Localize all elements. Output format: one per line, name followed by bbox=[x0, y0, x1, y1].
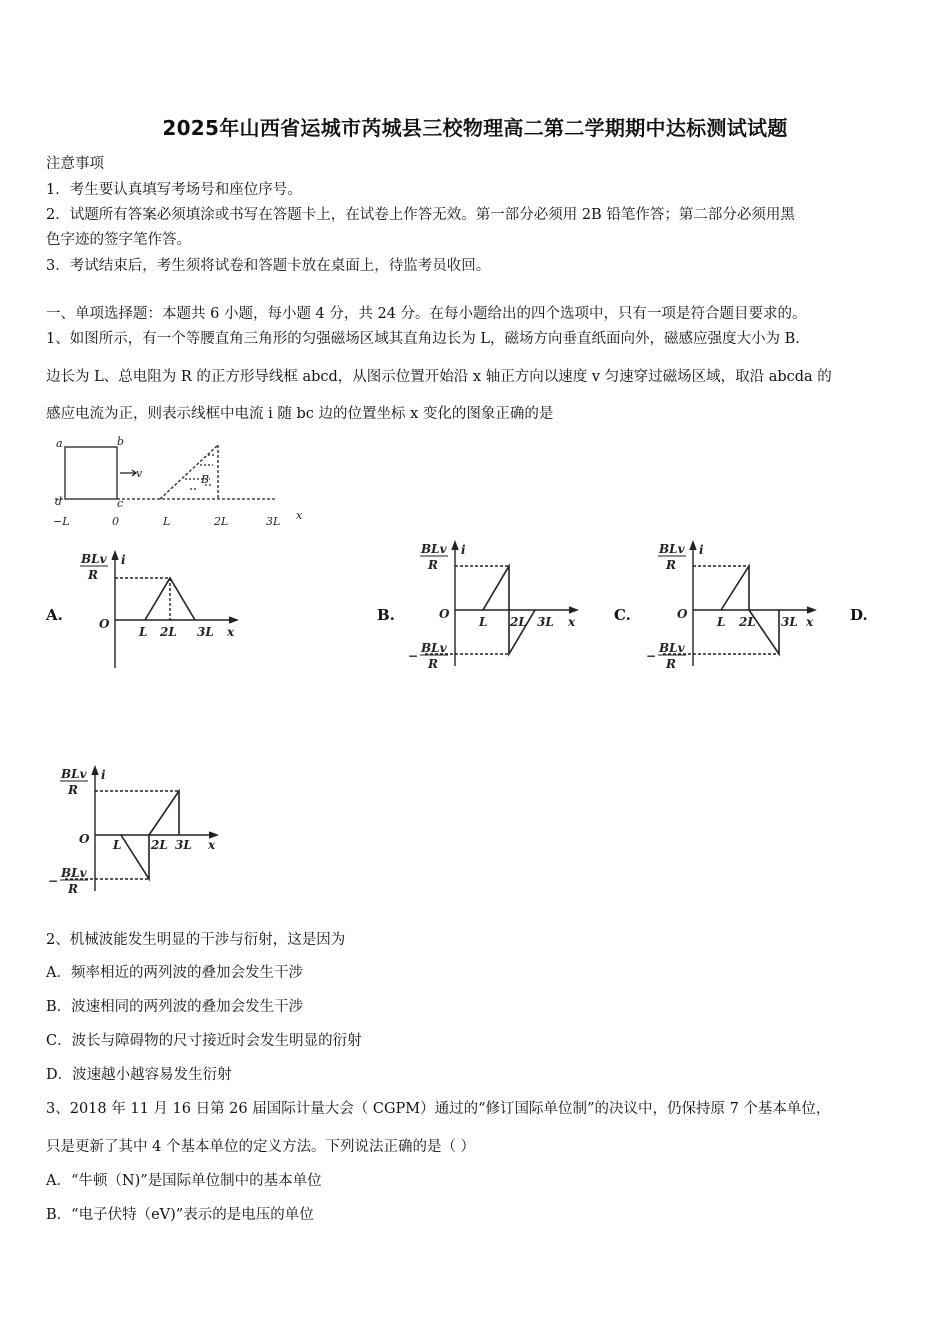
q3-stem-line-2: 只是更新了其中 4 个基本单位的定义方法。下列说法正确的是（ ） bbox=[46, 1139, 476, 1155]
svg-text:i: i bbox=[121, 553, 126, 567]
svg-text:R: R bbox=[428, 657, 438, 671]
svg-text:x: x bbox=[568, 615, 576, 629]
svg-text:3L: 3L bbox=[781, 615, 798, 629]
svg-text:2L: 2L bbox=[160, 625, 177, 639]
option-c-label[interactable]: C. bbox=[614, 606, 631, 624]
svg-text:O: O bbox=[99, 617, 110, 631]
svg-text:−: − bbox=[408, 649, 419, 663]
svg-text:BLv: BLv bbox=[61, 767, 87, 781]
svg-text:BLv: BLv bbox=[421, 542, 447, 556]
q2-option-c[interactable]: C．波长与障碍物的尺寸接近时会发生明显的衍射 bbox=[46, 1033, 362, 1049]
q3-option-b[interactable]: B．“电子伏特（eV)”表示的是电压的单位 bbox=[46, 1207, 314, 1223]
graph-option-c[interactable] bbox=[643, 538, 823, 678]
q1-stem-line-3: 感应电流为正，则表示线框中电流 i 随 bc 边的位置坐标 x 变化的图象正确的是 bbox=[46, 406, 554, 422]
field-hypotenuse bbox=[160, 445, 218, 499]
svg-text:L: L bbox=[717, 615, 726, 629]
q1-setup-figure bbox=[50, 435, 310, 530]
notice-heading: 注意事项 bbox=[46, 156, 104, 172]
tick-3L: 3L bbox=[266, 515, 281, 528]
svg-text:−: − bbox=[48, 874, 59, 888]
tick-neg-L: −L bbox=[53, 515, 70, 528]
svg-text:R: R bbox=[88, 568, 98, 582]
svg-text:BLv: BLv bbox=[61, 866, 87, 880]
svg-text:x: x bbox=[227, 625, 235, 639]
label-d: d bbox=[55, 495, 63, 508]
svg-text:i: i bbox=[101, 768, 106, 782]
notice-item-3: 3．考试结束后，考生须将试卷和答题卡放在桌面上，待监考员收回。 bbox=[46, 258, 491, 274]
svg-text:L: L bbox=[139, 625, 148, 639]
svg-text:2L: 2L bbox=[739, 615, 756, 629]
svg-text:R: R bbox=[666, 558, 676, 572]
label-x: x bbox=[296, 509, 303, 522]
section-heading: 一、单项选择题：本题共 6 小题，每小题 4 分，共 24 分。在每小题给出的四个选项中，只有一项是符合题目要求的。 bbox=[46, 306, 807, 322]
label-v: v bbox=[136, 467, 143, 480]
svg-text:BLv: BLv bbox=[421, 641, 447, 655]
graph-option-a[interactable] bbox=[75, 548, 245, 673]
label-b: b bbox=[117, 435, 125, 448]
wire-frame bbox=[65, 447, 117, 499]
svg-text:BLv: BLv bbox=[659, 542, 685, 556]
svg-text:x: x bbox=[806, 615, 814, 629]
svg-text:−: − bbox=[646, 649, 657, 663]
svg-text:R: R bbox=[68, 882, 78, 896]
notice-item-2: 2．试题所有答案必须填涂或书写在答题卡上，在试卷上作答无效。第一部分必须用 2B 铅笔作答；第二部分必须用黑 bbox=[46, 207, 795, 223]
tick-L: L bbox=[163, 515, 171, 528]
option-d-label[interactable]: D. bbox=[850, 606, 868, 624]
svg-text:O: O bbox=[79, 832, 90, 846]
svg-text:L: L bbox=[479, 615, 488, 629]
q3-option-a[interactable]: A．“牛顿（N)”是国际单位制中的基本单位 bbox=[46, 1173, 322, 1189]
current-curve bbox=[483, 566, 509, 610]
svg-text:BLv: BLv bbox=[659, 641, 685, 655]
option-a-label[interactable]: A. bbox=[46, 606, 63, 624]
page-title: 2025年山西省运城市芮城县三校物理高二第二学期期中达标测试试题 bbox=[162, 116, 788, 140]
q2-option-a[interactable]: A．频率相近的两列波的叠加会发生干涉 bbox=[46, 965, 303, 981]
svg-text:x: x bbox=[208, 838, 216, 852]
svg-text:O: O bbox=[677, 607, 688, 621]
tick-0: 0 bbox=[112, 515, 119, 528]
q1-stem-line-1: 1、如图所示，有一个等腰直角三角形的匀强磁场区域其直角边长为 L，磁场方向垂直纸面向外，磁感应强度大小为 B. bbox=[46, 331, 800, 347]
svg-text:2L: 2L bbox=[510, 615, 527, 629]
q1-stem-line-2: 边长为 L、总电阻为 R 的正方形导线框 abcd，从图示位置开始沿 x 轴正方向以速度 v 匀速穿过磁场区域，取沿 abcda 的 bbox=[46, 369, 832, 385]
q3-stem-line-1: 3、2018 年 11 月 16 日第 26 届国际计量大会（ CGPM）通过的“修订国际单位制”的决议中，仍保持原 7 个基本单位， bbox=[46, 1101, 831, 1117]
label-c: c bbox=[117, 497, 124, 510]
svg-text:O: O bbox=[439, 607, 450, 621]
svg-text:R: R bbox=[68, 783, 78, 797]
q2-option-b[interactable]: B．波速相同的两列波的叠加会发生干涉 bbox=[46, 999, 304, 1015]
label-B: B bbox=[201, 473, 210, 486]
svg-text:3L: 3L bbox=[537, 615, 554, 629]
svg-text:R: R bbox=[428, 558, 438, 572]
svg-text:3L: 3L bbox=[197, 625, 214, 639]
notice-item-1: 1．考生要认真填写考场号和座位序号。 bbox=[46, 182, 302, 198]
option-b-label[interactable]: B. bbox=[377, 606, 395, 624]
svg-text:i: i bbox=[461, 543, 466, 557]
svg-text:BLv: BLv bbox=[81, 552, 107, 566]
svg-text:3L: 3L bbox=[175, 838, 192, 852]
graph-option-d[interactable] bbox=[45, 763, 225, 903]
label-a: a bbox=[56, 437, 63, 450]
svg-text:R: R bbox=[666, 657, 676, 671]
q2-option-d[interactable]: D．波速越小越容易发生衍射 bbox=[46, 1067, 232, 1083]
q2-stem: 2、机械波能发生明显的干涉与衍射，这是因为 bbox=[46, 932, 346, 948]
notice-item-2-cont: 色字迹的签字笔作答。 bbox=[46, 232, 191, 248]
tick-2L: 2L bbox=[214, 515, 229, 528]
graph-option-b[interactable] bbox=[405, 538, 585, 678]
svg-text:i: i bbox=[699, 543, 704, 557]
svg-text:2L: 2L bbox=[151, 838, 168, 852]
svg-text:L: L bbox=[113, 838, 122, 852]
